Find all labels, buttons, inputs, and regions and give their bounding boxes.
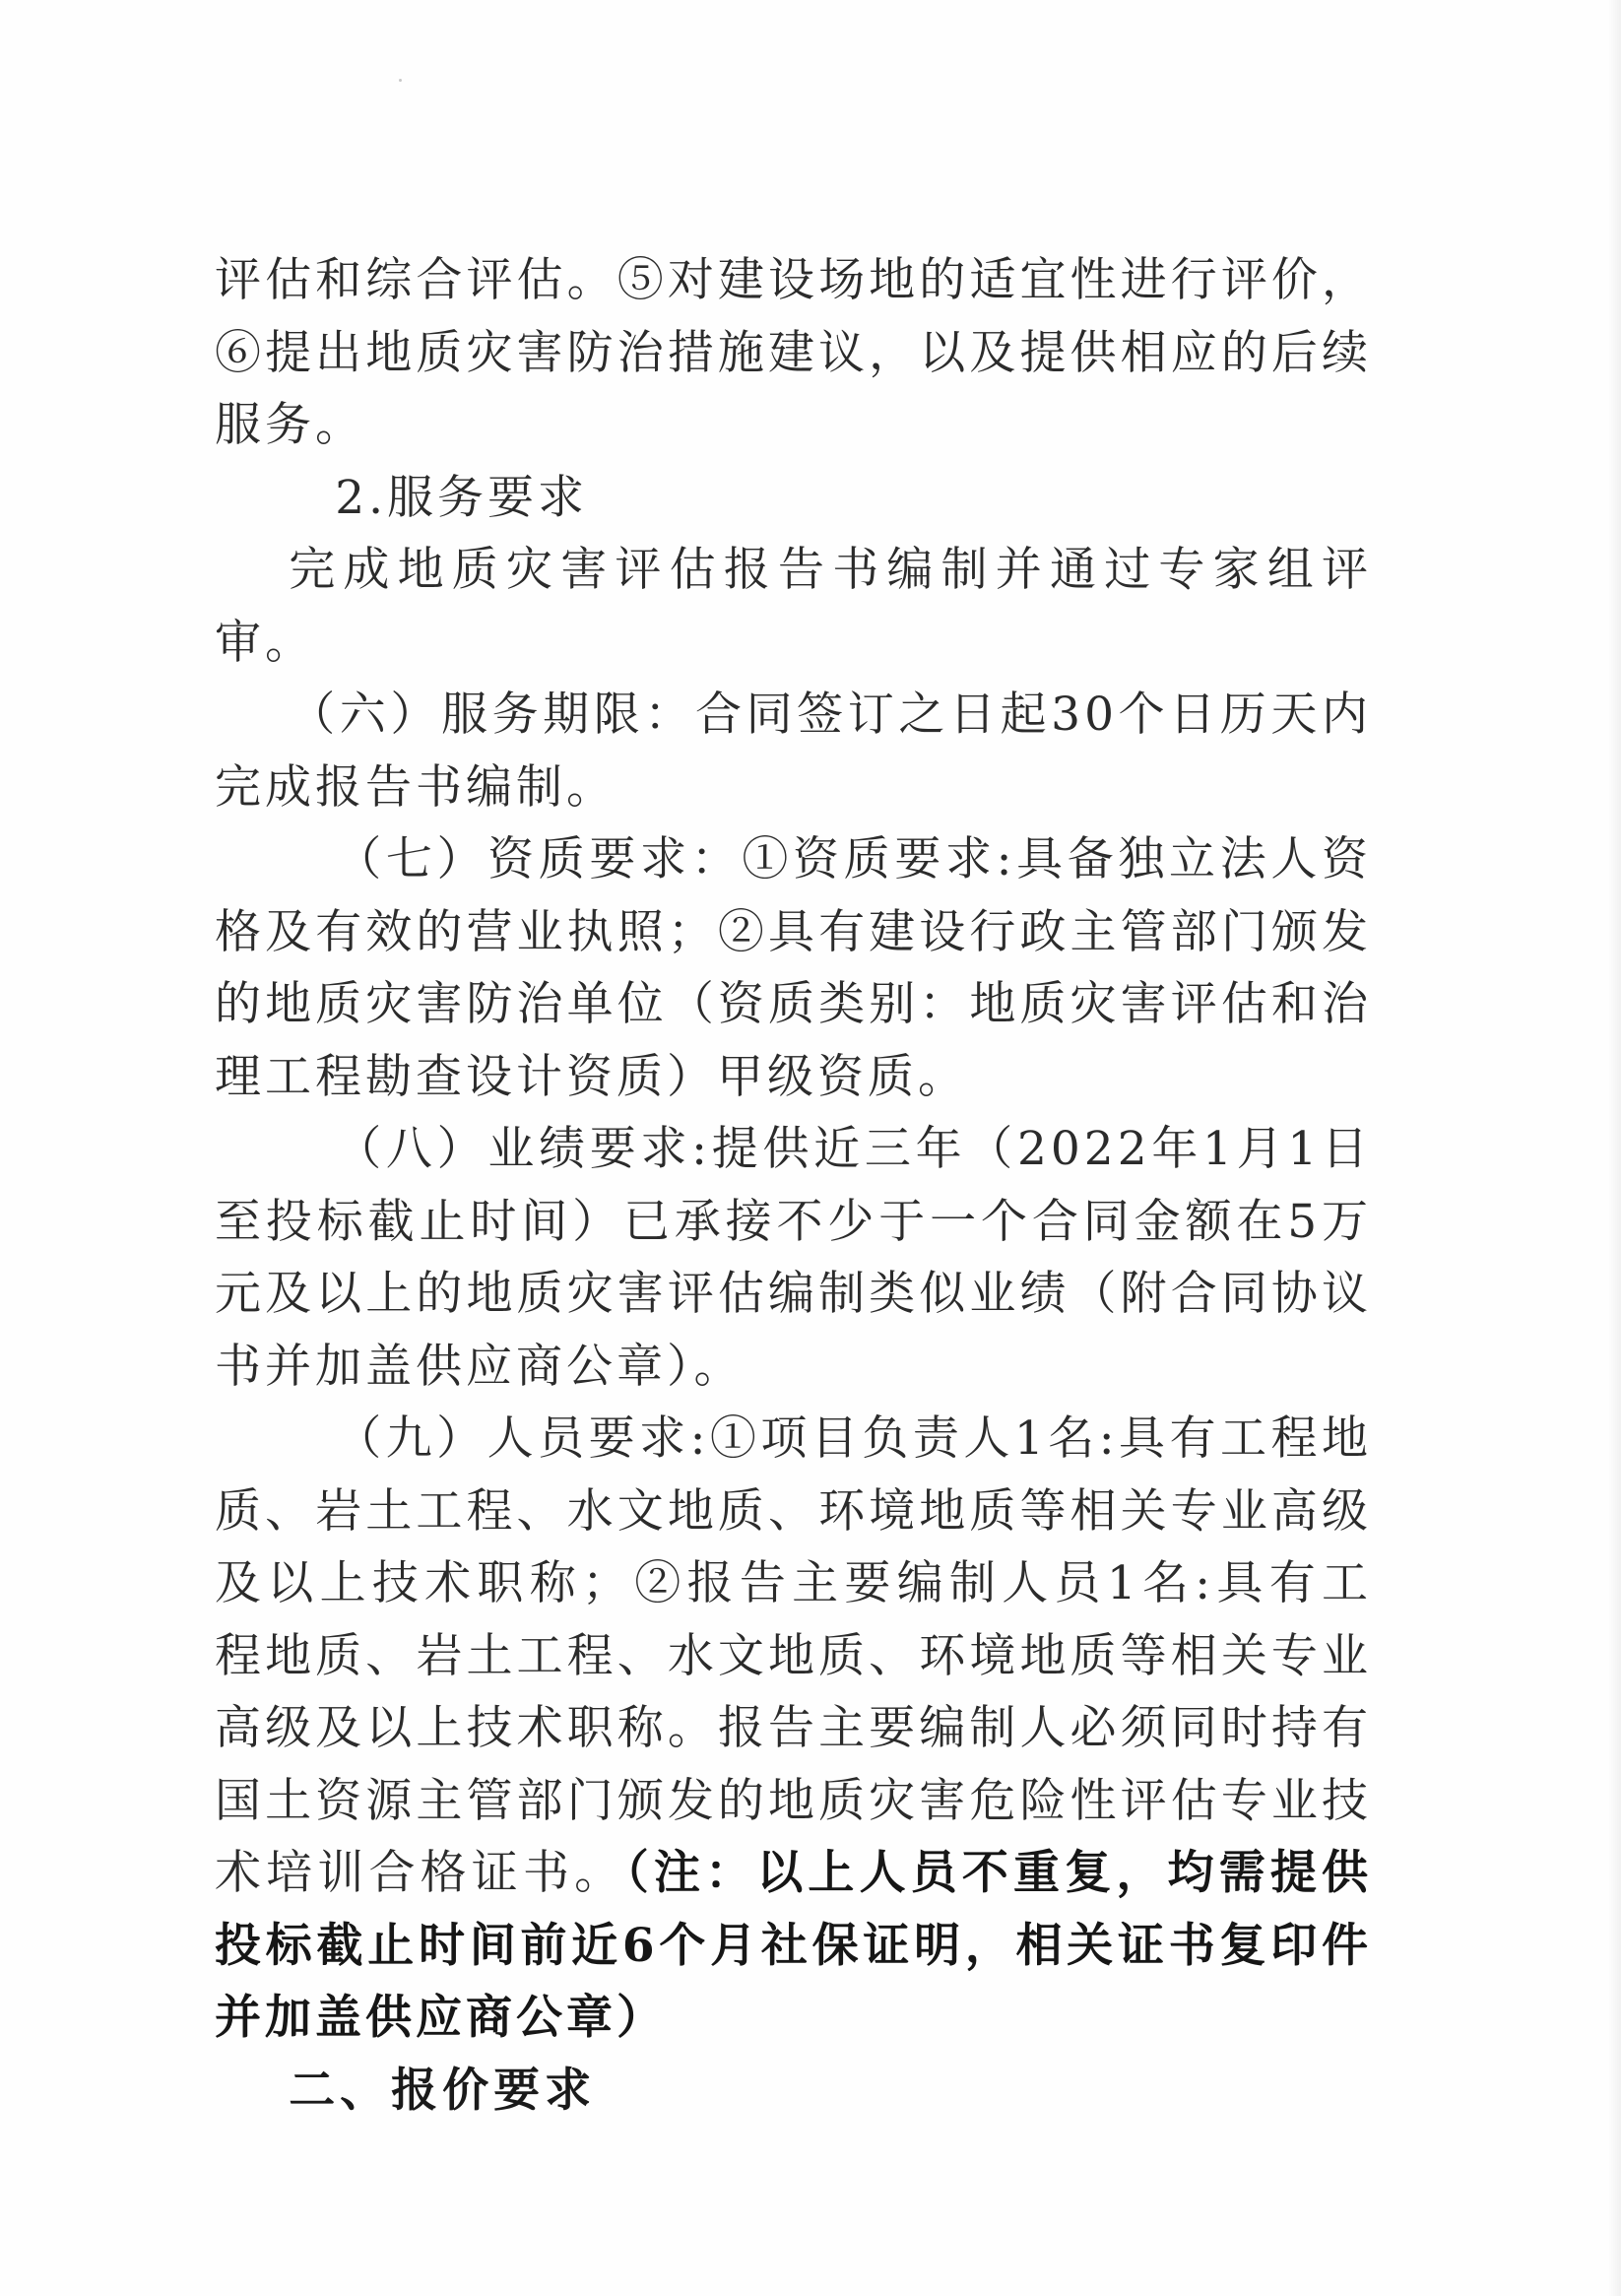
paragraph-personnel [215,1403,1372,2055]
personnel-text: （九）人员要求:①项目负责人1名:具有工程地质、岩土工程、水文地质、环境地质等相关专业高级及以上技术职称；②报告主要编制人员1名:具有工程地质、岩土工程、水文地质、环境地质等相关专业高级及以上技术职称。报告主要编制人必须同时持有国土资源主管部门颁发的地质灾害危险性评估专业技术培训合格证书。 [215,1411,1372,1900]
section-heading-quotation: 二、报价要求 [289,2063,597,2118]
document-body [215,244,1372,2127]
paragraph-service-requirement: 完成地质灾害评估报告书编制并通过专家组评审。 [215,543,1372,670]
paragraph-service-requirement-heading: 2.服务要求 [335,470,589,525]
personnel-bold-note: （注：以上人员不重复，均需提供投标截止时间前近6个月社保证明，相关证书复印件并加盖供应商公章） [215,1846,1373,2045]
scan-speck [399,79,402,82]
paragraph-performance: （八）业绩要求:提供近三年（2022年1月1日至投标截止时间）已承接不少于一个合同金额在5万元及以上的地质灾害评估编制类似业绩（附合同协议书并加盖供应商公章）。 [215,1122,1372,1394]
page-edge-shadow [1607,0,1621,2296]
paragraph-service-period: （六）服务期限：合同签订之日起30个日历天内完成报告书编制。 [215,688,1372,815]
paragraph-qualification: （七）资质要求：①资质要求:具备独立法人资格及有效的营业执照；②具有建设行政主管部门颁发的地质灾害防治单位（资质类别：地质灾害评估和治理工程勘查设计资质）甲级资质。 [215,832,1372,1104]
paragraph-evaluation-continuation: 评估和综合评估。⑤对建设场地的适宜性进行评价，⑥提出地质灾害防治措施建议，以及提供相应的后续服务。 [215,253,1372,452]
